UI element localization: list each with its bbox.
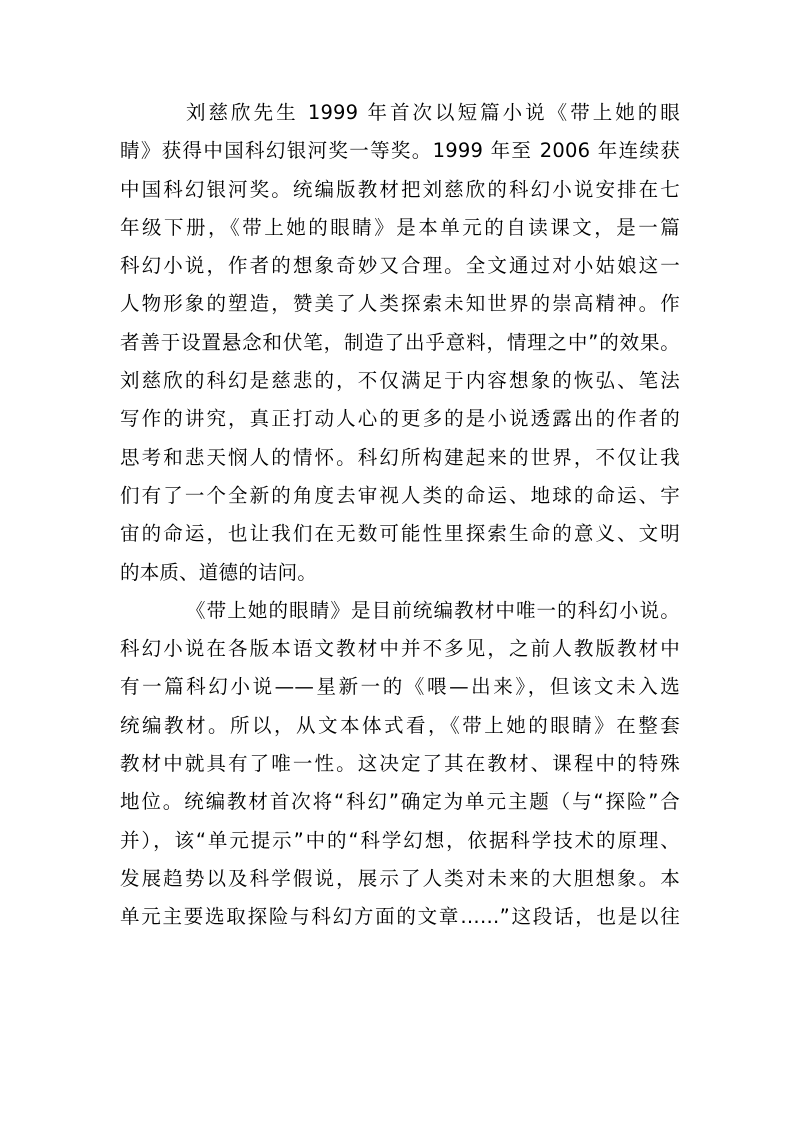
text-line: 们有了一个全新的角度去审视人类的命运、地球的命运、宇 [120, 483, 680, 507]
text-line: 睛》获得中国科幻银河奖一等奖。1999 年至 2006 年连续获 [120, 139, 680, 163]
paragraph-2 [120, 592, 680, 937]
text-line: 科幻小说在各版本语文教材中并不多见，之前人教版教材中 [120, 637, 680, 661]
text-line: 科幻小说，作者的想象奇妙又合理。全文通过对小姑娘这一 [120, 254, 680, 278]
text-line: 年级下册，《带上她的眼睛》是本单元的自读课文，是一篇 [120, 215, 680, 239]
text-line: 的本质、道德的诘问。 [120, 560, 318, 584]
text-line: 宙的命运，也让我们在无数可能性里探索生命的意义、文明 [120, 522, 680, 546]
text-line: 中国科幻银河奖。统编版教材把刘慈欣的科幻小说安排在七 [120, 177, 680, 201]
text-line: 写作的讲究，真正打动人心的更多的是小说透露出的作者的 [120, 407, 680, 431]
text-line: 统编教材。所以，从文本体式看，《带上她的眼睛》在整套 [120, 713, 680, 737]
text-line: 者善于设置悬念和伏笔，制造了出乎意料，情理之中”的效果。 [120, 330, 680, 354]
text-line: 有一篇科幻小说——星新一的《喂—出来》，但该文未入选 [120, 675, 680, 699]
text-line: 地位。统编教材首次将“科幻”确定为单元主题（与“探险”合 [120, 790, 680, 814]
text-line: 刘慈欣先生 1999 年首次以短篇小说《带上她的眼 [186, 101, 680, 124]
text-line: 人物形象的塑造，赞美了人类探索未知世界的崇高精神。作 [120, 292, 680, 316]
text-line: 发展趋势以及科学假说，展示了人类对未来的大胆想象。本 [120, 866, 680, 890]
paragraph-1 [120, 94, 680, 592]
text-line: 单元主要选取探险与科幻方面的文章……”这段话，也是以往 [120, 905, 680, 929]
text-line: 《带上她的眼睛》是目前统编教材中唯一的科幻小说。 [186, 598, 680, 622]
text-line: 思考和悲天悯人的情怀。科幻所构建起来的世界，不仅让我 [120, 445, 680, 469]
text-line: 教材中就具有了唯一性。这决定了其在教材、课程中的特殊 [120, 752, 680, 776]
text-line: 刘慈欣的科幻是慈悲的，不仅满足于内容想象的恢弘、笔法 [120, 369, 680, 393]
article-body [120, 94, 680, 937]
text-line: 并），该“单元提示”中的“科学幻想，依据科学技术的原理、 [120, 828, 680, 852]
